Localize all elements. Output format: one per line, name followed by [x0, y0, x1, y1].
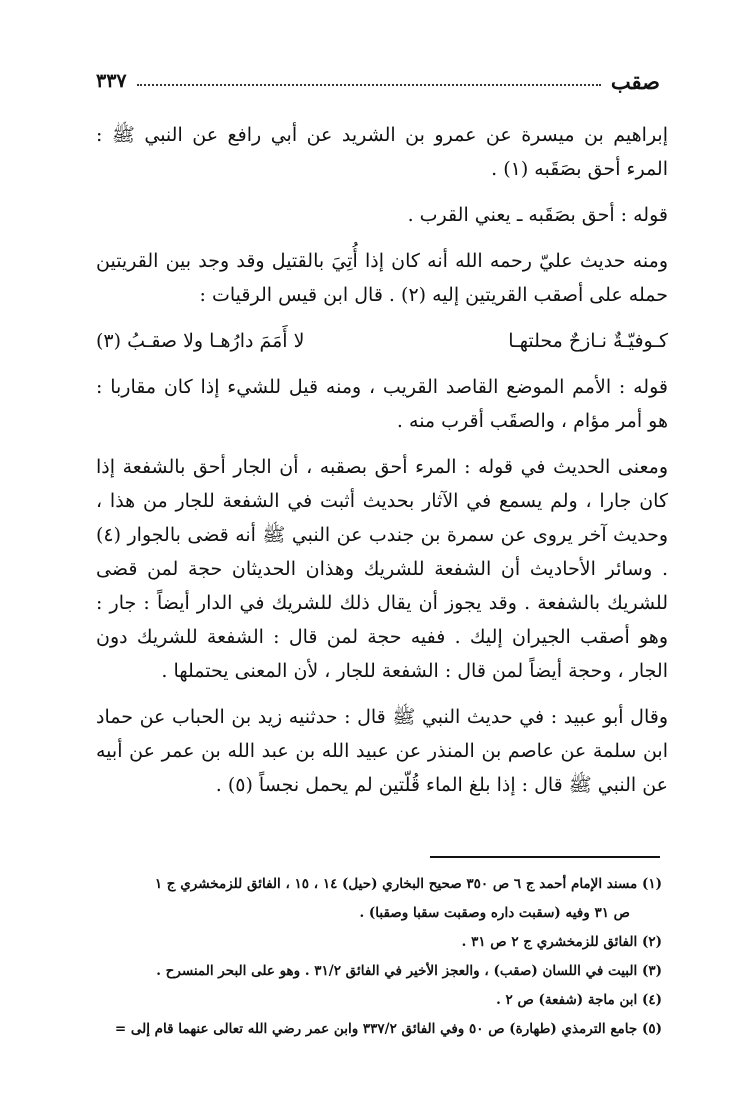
verse-second-hemistich: لا أَمَمَ دارُهـا ولا صقـبُ (٣)	[96, 330, 305, 352]
footnote-1-continuation: ص ٣١ وفيه (سقبت داره وصقبت سقبا وصقبا) .	[359, 905, 630, 921]
poem-verse	[96, 324, 668, 358]
paragraph: ومنه حديث عليّ رحمه الله أنه كان إذا أُتِيَ بالقتيل وقد وجد بين القريتين حمله على أصقب القريتين إليه (٢) . قال ابن قيس الرقيات :	[96, 250, 668, 306]
verse-first-hemistich: كـوفيّـةٌ نـازحٌ محلتهـا	[508, 330, 668, 352]
paragraph: ومعنى الحديث في قوله : المرء أحق بصقبه ، أن الجار أحق بالشفعة إذا كان جارا ، ولم يسمع في الآثار بحديث أثبت في الشفعة للجار من هذا ، وحديث آخر يروى عن سمرة بن جندب عن النبي ﷺ أنه قضى بالجوار (٤) . وسائر الأحاديث أن الشفعة للشريك وهذان الحديثان حجة لمن قضى للشريك بالشفعة . وقد يجوز أن يقال ذلك للشريك في الدار أيضاً : جار : وهو أصقب الجيران إليك . ففيه حجة لمن قال : الشفعة للشريك دون الجار ، وحجة أيضاً لمن قال : الشفعة للجار ، لأن المعنى يحتملها .	[96, 456, 668, 682]
paragraph: إبراهيم بن ميسرة عن عمرو بن الشريد عن أبي رافع عن النبي ﷺ : المرء أحق بصَقَبه (١) .	[96, 124, 668, 180]
main-text	[96, 118, 668, 814]
header-dotted-leader	[137, 84, 601, 86]
footnote-3: (٣) البيت في اللسان (صقب) ، والعجز الأخير في الفائق ٣١/٢ . وهو على البحر المنسرح .	[156, 963, 662, 979]
page-header	[96, 66, 660, 96]
footnote-2: (٢) الفائق للزمخشري ج ٢ ص ٣١ .	[461, 934, 662, 950]
paragraph: وقال أبو عبيد : في حديث النبي ﷺ قال : حدثنيه زيد بن الحباب عن حماد ابن سلمة عن عاصم بن المنذر عن عبيد الله بن عبد الله بن عمر عن أبيه عن النبي ﷺ قال : إذا بلغ الماء قُلّتين لم يحمل نجساً (٥) .	[96, 706, 668, 796]
header-entry-word: صقب	[610, 68, 660, 94]
footnotes	[90, 870, 662, 1044]
footnote-divider	[430, 856, 660, 858]
paragraph: قوله : الأمم الموضع القاصد القريب ، ومنه قيل للشيء إذا كان مقاربا : هو أمر مؤام ، والصقَب أقرب منه .	[96, 376, 668, 432]
footnote-4: (٤) ابن ماجة (شفعة) ص ٢ .	[496, 992, 662, 1008]
page-number: ٣٣٧	[96, 70, 127, 92]
paragraph: قوله : أحق بصَقَبه ـ يعني القرب .	[407, 204, 668, 226]
footnote-1: (١) مسند الإمام أحمد ج ٦ ص ٣٥٠ صحيح البخاري (حيل) ١٤ ، ١٥ ، الفائق للزمخشري ج ١	[154, 876, 662, 892]
footnote-5: (٥) جامع الترمذي (طهارة) ص ٥٠ وفي الفائق ٣٣٧/٢ وابن عمر رضي الله تعالى عنهما قام إلى =	[114, 1021, 662, 1037]
